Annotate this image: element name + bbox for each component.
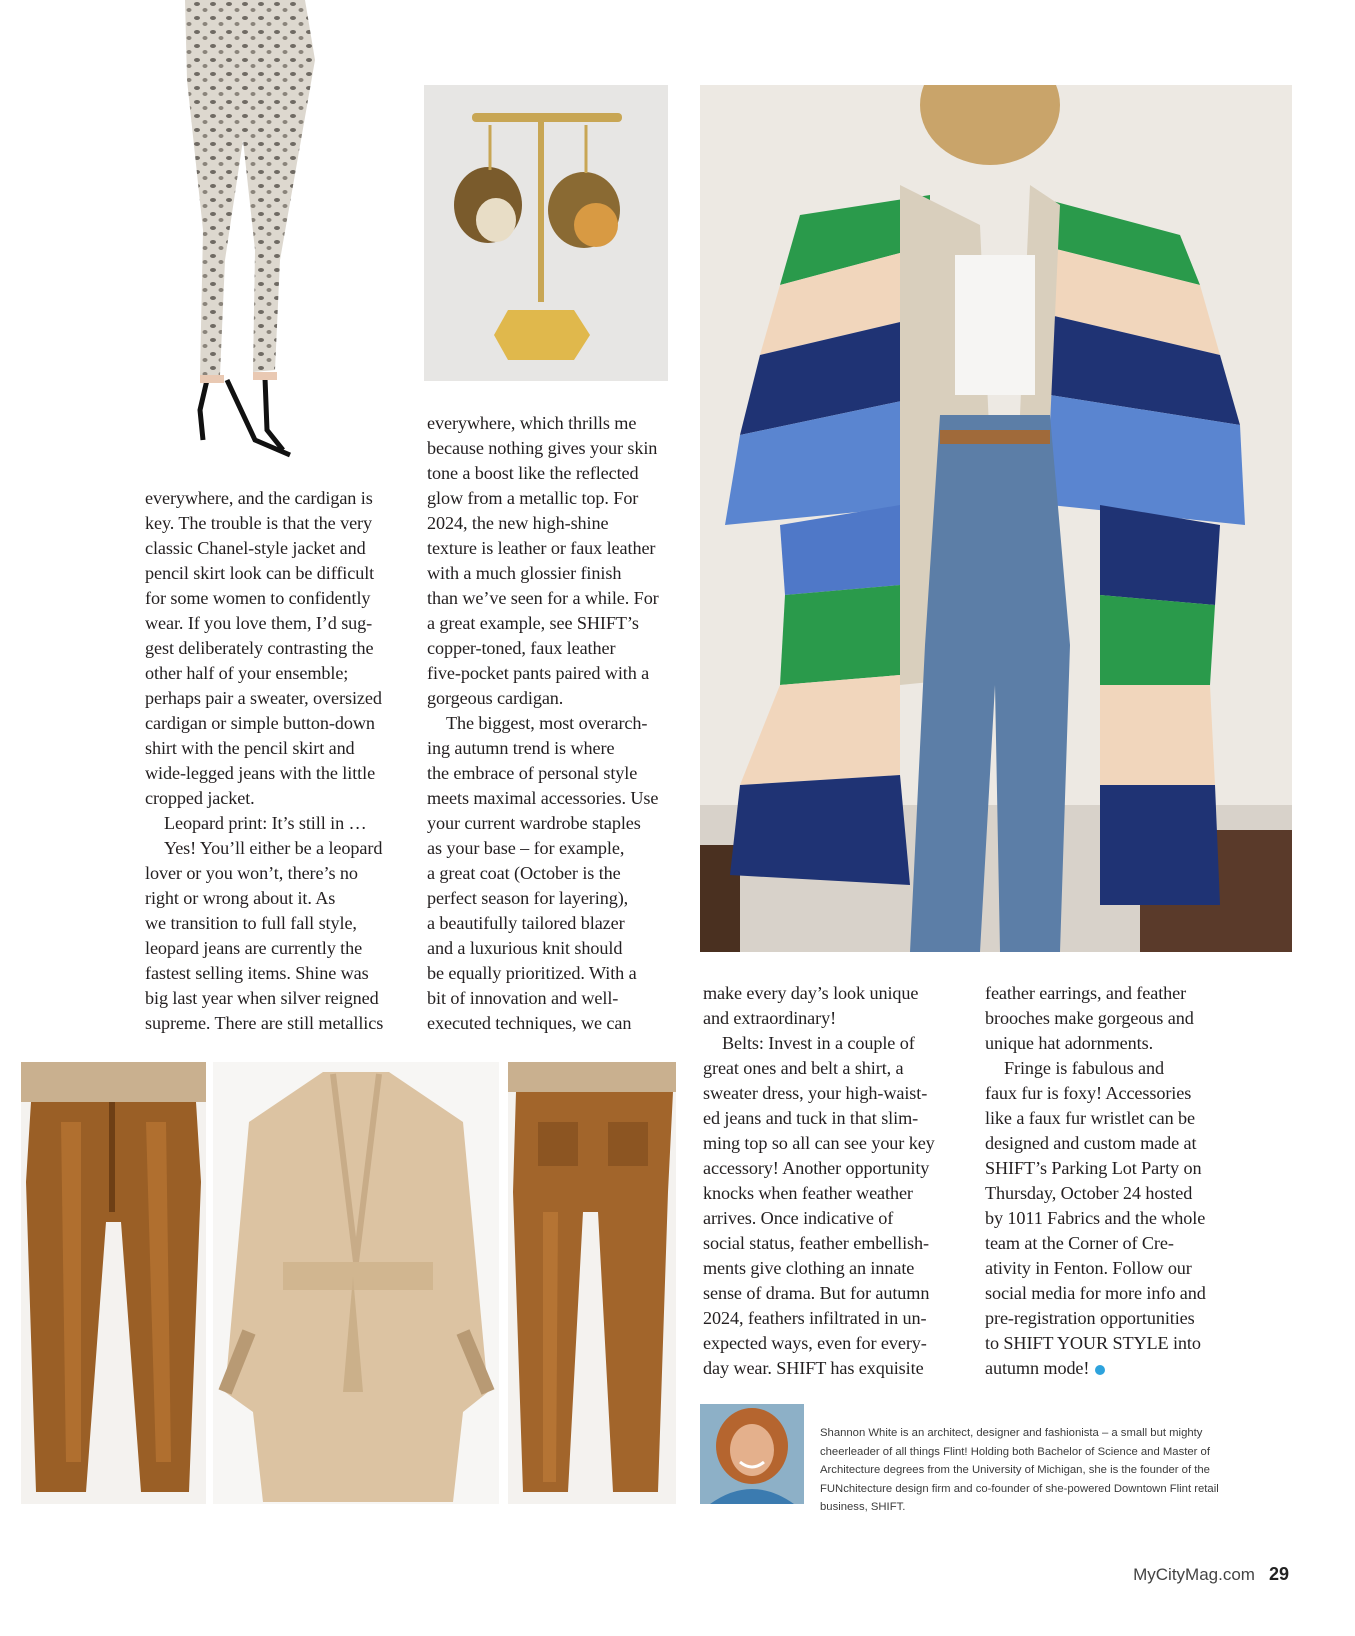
col3-line: arrives. Once indicative of [703, 1208, 894, 1228]
col2-line: 2024, the new high-shine [427, 513, 609, 533]
col4-line: to SHIFT YOUR STYLE into [985, 1333, 1201, 1353]
col2-line: the embrace of personal style [427, 763, 638, 783]
col2-line: a beautifully tailored blazer [427, 913, 625, 933]
col2-line: as your base – for example, [427, 838, 625, 858]
col1-line: Yes! You’ll either be a leopard [164, 838, 383, 858]
col2-line: a great coat (October is the [427, 863, 621, 883]
col4-line: feather earrings, and feather [985, 983, 1187, 1003]
col1-line: right or wrong about it. As [145, 888, 336, 908]
bio-line: business, SHIFT. [820, 1501, 906, 1514]
col2-line: everywhere, which thrills me [427, 413, 637, 433]
col3-line: ments give clothing an innate [703, 1258, 915, 1278]
col1-line: other half of your ensemble; [145, 663, 349, 683]
end-mark-icon [1095, 1365, 1105, 1375]
col2-line: glow from a metallic top. For [427, 488, 639, 508]
col4-line: social media for more info and [985, 1283, 1206, 1303]
col1-line: gest deliberately contrasting the [145, 638, 374, 658]
col2-line: meets maximal accessories. Use [427, 788, 659, 808]
col2-line: gorgeous cardigan. [427, 688, 564, 708]
col1-line: supreme. There are still metallics [145, 1013, 384, 1033]
col4-line: brooches make gorgeous and [985, 1008, 1194, 1028]
col2-line: and a luxurious knit should [427, 938, 623, 958]
col3-line: make every day’s look unique [703, 983, 919, 1003]
col2-line: texture is leather or faux leather [427, 538, 656, 558]
col2-line: executed techniques, we can [427, 1013, 632, 1033]
col1-line: lover or you won’t, there’s no [145, 863, 358, 883]
page-number: 29 [1268, 1564, 1289, 1584]
col4-line: ativity in Fenton. Follow our [985, 1258, 1192, 1278]
col3-line: 2024, feathers infiltrated in un- [703, 1308, 927, 1328]
article-column-4 [985, 981, 1206, 1381]
col4-line: by 1011 Fabrics and the whole [985, 1208, 1206, 1228]
col4-line: faux fur is foxy! Accessories [985, 1083, 1192, 1103]
bio-line: Architecture degrees from the University of Michigan, she is the founder of the [820, 1464, 1210, 1477]
col1-line: key. The trouble is that the very [145, 513, 373, 533]
author-headshot [700, 1404, 804, 1504]
cream-cardigan-photo [213, 1062, 499, 1504]
col4-line: team at the Corner of Cre- [985, 1233, 1174, 1253]
col3-line: great ones and belt a shirt, a [703, 1058, 904, 1078]
col1-line: big last year when silver reigned [145, 988, 379, 1008]
col2-line: The biggest, most overarch- [446, 713, 648, 733]
col3-line: ed jeans and tuck in that slim- [703, 1108, 919, 1128]
col2-line: with a much glossier finish [427, 563, 622, 583]
col4-line: Fringe is fabulous and [1004, 1058, 1164, 1078]
col2-line: bit of innovation and well- [427, 988, 619, 1008]
col4-line: Thursday, October 24 hosted [985, 1183, 1193, 1203]
col4-line: autumn mode! [985, 1358, 1090, 1378]
col1-line: shirt with the pencil skirt and [145, 738, 355, 758]
feather-earrings-photo [424, 85, 668, 381]
copper-pants-front-photo [21, 1062, 206, 1504]
col1-line: leopard jeans are currently the [145, 938, 363, 958]
page-footer [1133, 1564, 1289, 1585]
col4-line: SHIFT’s Parking Lot Party on [985, 1158, 1202, 1178]
col1-line: cropped jacket. [145, 788, 255, 808]
col2-line: ing autumn trend is where [427, 738, 615, 758]
col1-line: cardigan or simple button-down [145, 713, 375, 733]
col1-line: for some women to confidently [145, 588, 371, 608]
col4-line: unique hat adornments. [985, 1033, 1154, 1053]
col1-line: we transition to full fall style, [145, 913, 357, 933]
bio-line: FUNchitecture design firm and co-founder of she-powered Downtown Flint retail [820, 1482, 1219, 1495]
bio-line: Shannon White is an architect, designer and fashionista – a small but mighty [820, 1427, 1203, 1439]
col3-line: expected ways, even for every- [703, 1333, 927, 1353]
leopard-jeans-photo [145, 0, 345, 470]
col1-line: Leopard print: It’s still in … [164, 813, 367, 833]
col3-line: sweater dress, your high-waist- [703, 1083, 928, 1103]
col4-line: pre-registration opportunities [985, 1308, 1195, 1328]
col1-line: wear. If you love them, I’d sug- [145, 613, 373, 633]
striped-cardigan-photo [700, 85, 1292, 952]
col2-line: be equally prioritized. With a [427, 963, 637, 983]
col3-line: day wear. SHIFT has exquisite [703, 1358, 924, 1378]
col2-line: tone a boost like the reflected [427, 463, 639, 483]
col3-line: accessory! Another opportunity [703, 1158, 930, 1178]
author-bio [820, 1424, 1250, 1517]
col4-last-line [985, 1356, 1206, 1381]
col4-line: like a faux fur wristlet can be [985, 1108, 1196, 1128]
col3-line: social status, feather embellish- [703, 1233, 929, 1253]
col2-line: a great example, see SHIFT’s [427, 613, 639, 633]
col1-line: wide-legged jeans with the little [145, 763, 376, 783]
site-name: MyCityMag.com [1133, 1565, 1255, 1584]
col1-line: classic Chanel-style jacket and [145, 538, 366, 558]
copper-pants-back-photo [508, 1062, 676, 1504]
col3-line: and extraordinary! [703, 1008, 837, 1028]
bio-line: cheerleader of all things Flint! Holding both Bachelor of Science and Master of [820, 1445, 1210, 1458]
article-column-2 [427, 411, 659, 1036]
col2-line: than we’ve seen for a while. For [427, 588, 659, 608]
col3-line: ming top so all can see your key [703, 1133, 935, 1153]
col1-line: everywhere, and the cardigan is [145, 488, 373, 508]
col4-line: designed and custom made at [985, 1133, 1197, 1153]
col2-line: copper-toned, faux leather [427, 638, 616, 658]
col3-line: knocks when feather weather [703, 1183, 913, 1203]
article-column-1 [145, 486, 383, 1036]
article-column-3 [703, 981, 935, 1381]
col3-line: sense of drama. But for autumn [703, 1283, 930, 1303]
col2-line: perfect season for layering), [427, 888, 629, 908]
col2-line: because nothing gives your skin [427, 438, 658, 458]
col3-line: Belts: Invest in a couple of [722, 1033, 915, 1053]
col1-line: fastest selling items. Shine was [145, 963, 369, 983]
col1-line: pencil skirt look can be difficult [145, 563, 375, 583]
col1-line: perhaps pair a sweater, oversized [145, 688, 382, 708]
col2-line: five-pocket pants paired with a [427, 663, 650, 683]
col2-line: your current wardrobe staples [427, 813, 641, 833]
